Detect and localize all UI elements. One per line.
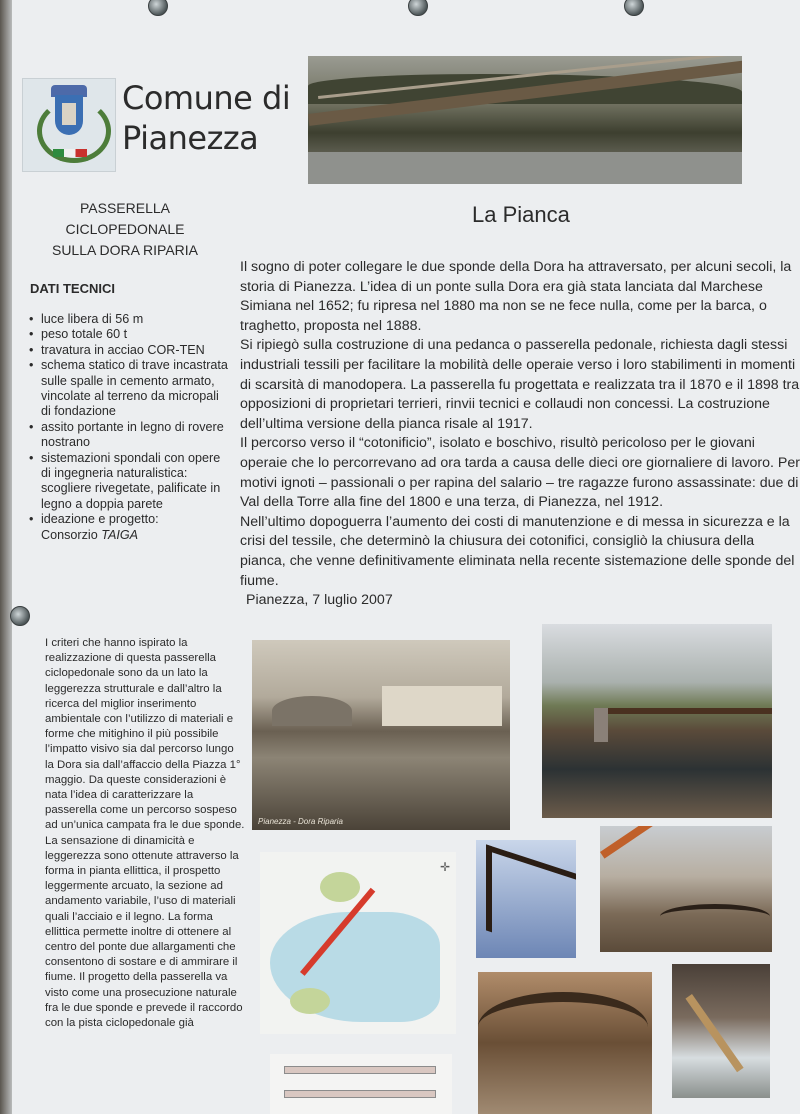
paragraph: Si ripiegò sulla costruzione di una pedanca o passerella pedonale, richiesta dagli stessi industriali tessili per facilitare la mobilità delle operaie verso i loro stabilimenti in momenti di scarsità di manodopera. La passerella fu progettata e realizzata tra il 1870 e il 1898 tra opposizioni di proprietari terrieri, rinvii tecnici e collaudi non concessi. La costruzione dell’ultima versione della pianca risale al 1917. [240,337,800,432]
history-text [240,258,800,611]
subtitle-line1: PASSERELLA CICLOPEDONALE [65,200,185,237]
list-item: • peso totale 60 t [28,327,228,342]
structure-photo [476,840,576,958]
compass-icon: ✛ [440,860,451,874]
technical-data-title: DATI TECNICI [30,281,115,296]
screw-icon [10,606,30,626]
comune-line1: Comune di [122,79,291,117]
comune-line2: Pianezza [122,119,259,157]
paragraph: Il percorso verso il “cotonificio”, isolato e boschivo, risultò pericoloso per le giovani operaie che lo percorrevano ad ora tarda a causa delle dieci ore giornaliere di lavoro. Per motivi ignoti – passionali o per rapina del salario – tre ragazze furono assassinate: due di Val della Torre alla fine del 1800 e una terza, di Pianezza, nel 1912. [240,435,800,511]
design-value: Consorzio [41,527,102,542]
subtitle-line2: SULLA DORA RIPARIA [51,242,198,258]
construction-photo [600,826,772,952]
date-line: Pianezza, 7 luglio 2007 [246,592,393,609]
list-item: • schema statico di trave incastrata sulle spalle in cemento armato, vincolate al terreno da micropali di fondazione [28,358,228,420]
design-criteria-text: I criteri che hanno ispirato la realizzazione di questa passerella ciclopedonale sono da un lato la leggerezza strutturale e dall’altro la ricerca del miglior inserimento ambientale con l’utilizzo di materiali e forme che mitighino il più possibile l’impatto visivo sia dal percorso lungo la Dora sia dall’affaccio della Piazza 1° maggio. Da queste considerazioni è nata l’idea di caratterizzare la passerella come un percorso sospeso ad un’unica campata fra le due sponde. La sensazione di dinamicità e leggerezza sono ottenute attraverso la forma in pianta ellittica, il prospetto leggermente arcuato, la sezione ad andamento variabile, l’uso di materiali quali l’acciaio e il legno. La forma ellittica permette inoltre di ottenere al centro del ponte due allargamenti che consentono di sostare e di ammirare il fiume. Il progetto della passerella va visto come una prosecuzione naturale fra le due sponde e prevede il raccordo con la pista ciclopedonale già [45,637,245,1030]
technical-data-list [28,312,228,543]
coat-of-arms-icon [22,78,116,172]
municipality-name [122,78,290,158]
list-item: • assito portante in legno di rovere nostrano [28,420,228,451]
design-label: ideazione e progetto: [41,512,159,527]
historic-photo [252,640,510,830]
arch-photo [478,972,652,1114]
list-item [28,512,228,543]
photo-caption: Pianezza - Dora Riparia [258,817,343,826]
screw-icon [148,0,168,16]
paragraph: Il sogno di poter collegare le due sponde della Dora ha attraversato, per alcuni secoli, la storia di Pianezza. L’idea di un ponte sulla Dora era già stata lanciata dal Marchese Simiana nel 1652; fu ripresa nel 1880 ma non se ne fece nulla, come per la barca, o traghetto, proposta nel 1888. [240,259,792,334]
design-value-em: TAIGA [101,527,139,542]
list-item: • luce libera di 56 m [28,312,228,327]
bridge-photo [308,56,742,184]
board-edge [0,0,12,1114]
screw-icon [408,0,428,16]
paragraph: Nell’ultimo dopoguerra l’aumento dei costi di manutenzione e di messa in sicurezza e la crisi del tessile, che determinò la chiusura dei cotonifici, consigliò la chiusura della pianca, che venne definitivamente eliminata nella recente sistemazione delle sponde del fiume. [240,513,795,589]
beam-photo [672,964,770,1098]
elevation-drawing [270,1054,452,1114]
list-item: • travatura in acciao COR-TEN [28,343,228,358]
river-photo [542,624,772,818]
site-plan-drawing [260,852,456,1034]
list-item: • sistemazioni spondali con opere di ingegneria naturalistica: scogliere rivegetate, palificate in legno a doppia parete [28,451,228,513]
bridge-subtitle [30,198,220,261]
page-title: La Pianca [472,202,570,227]
screw-icon [624,0,644,16]
